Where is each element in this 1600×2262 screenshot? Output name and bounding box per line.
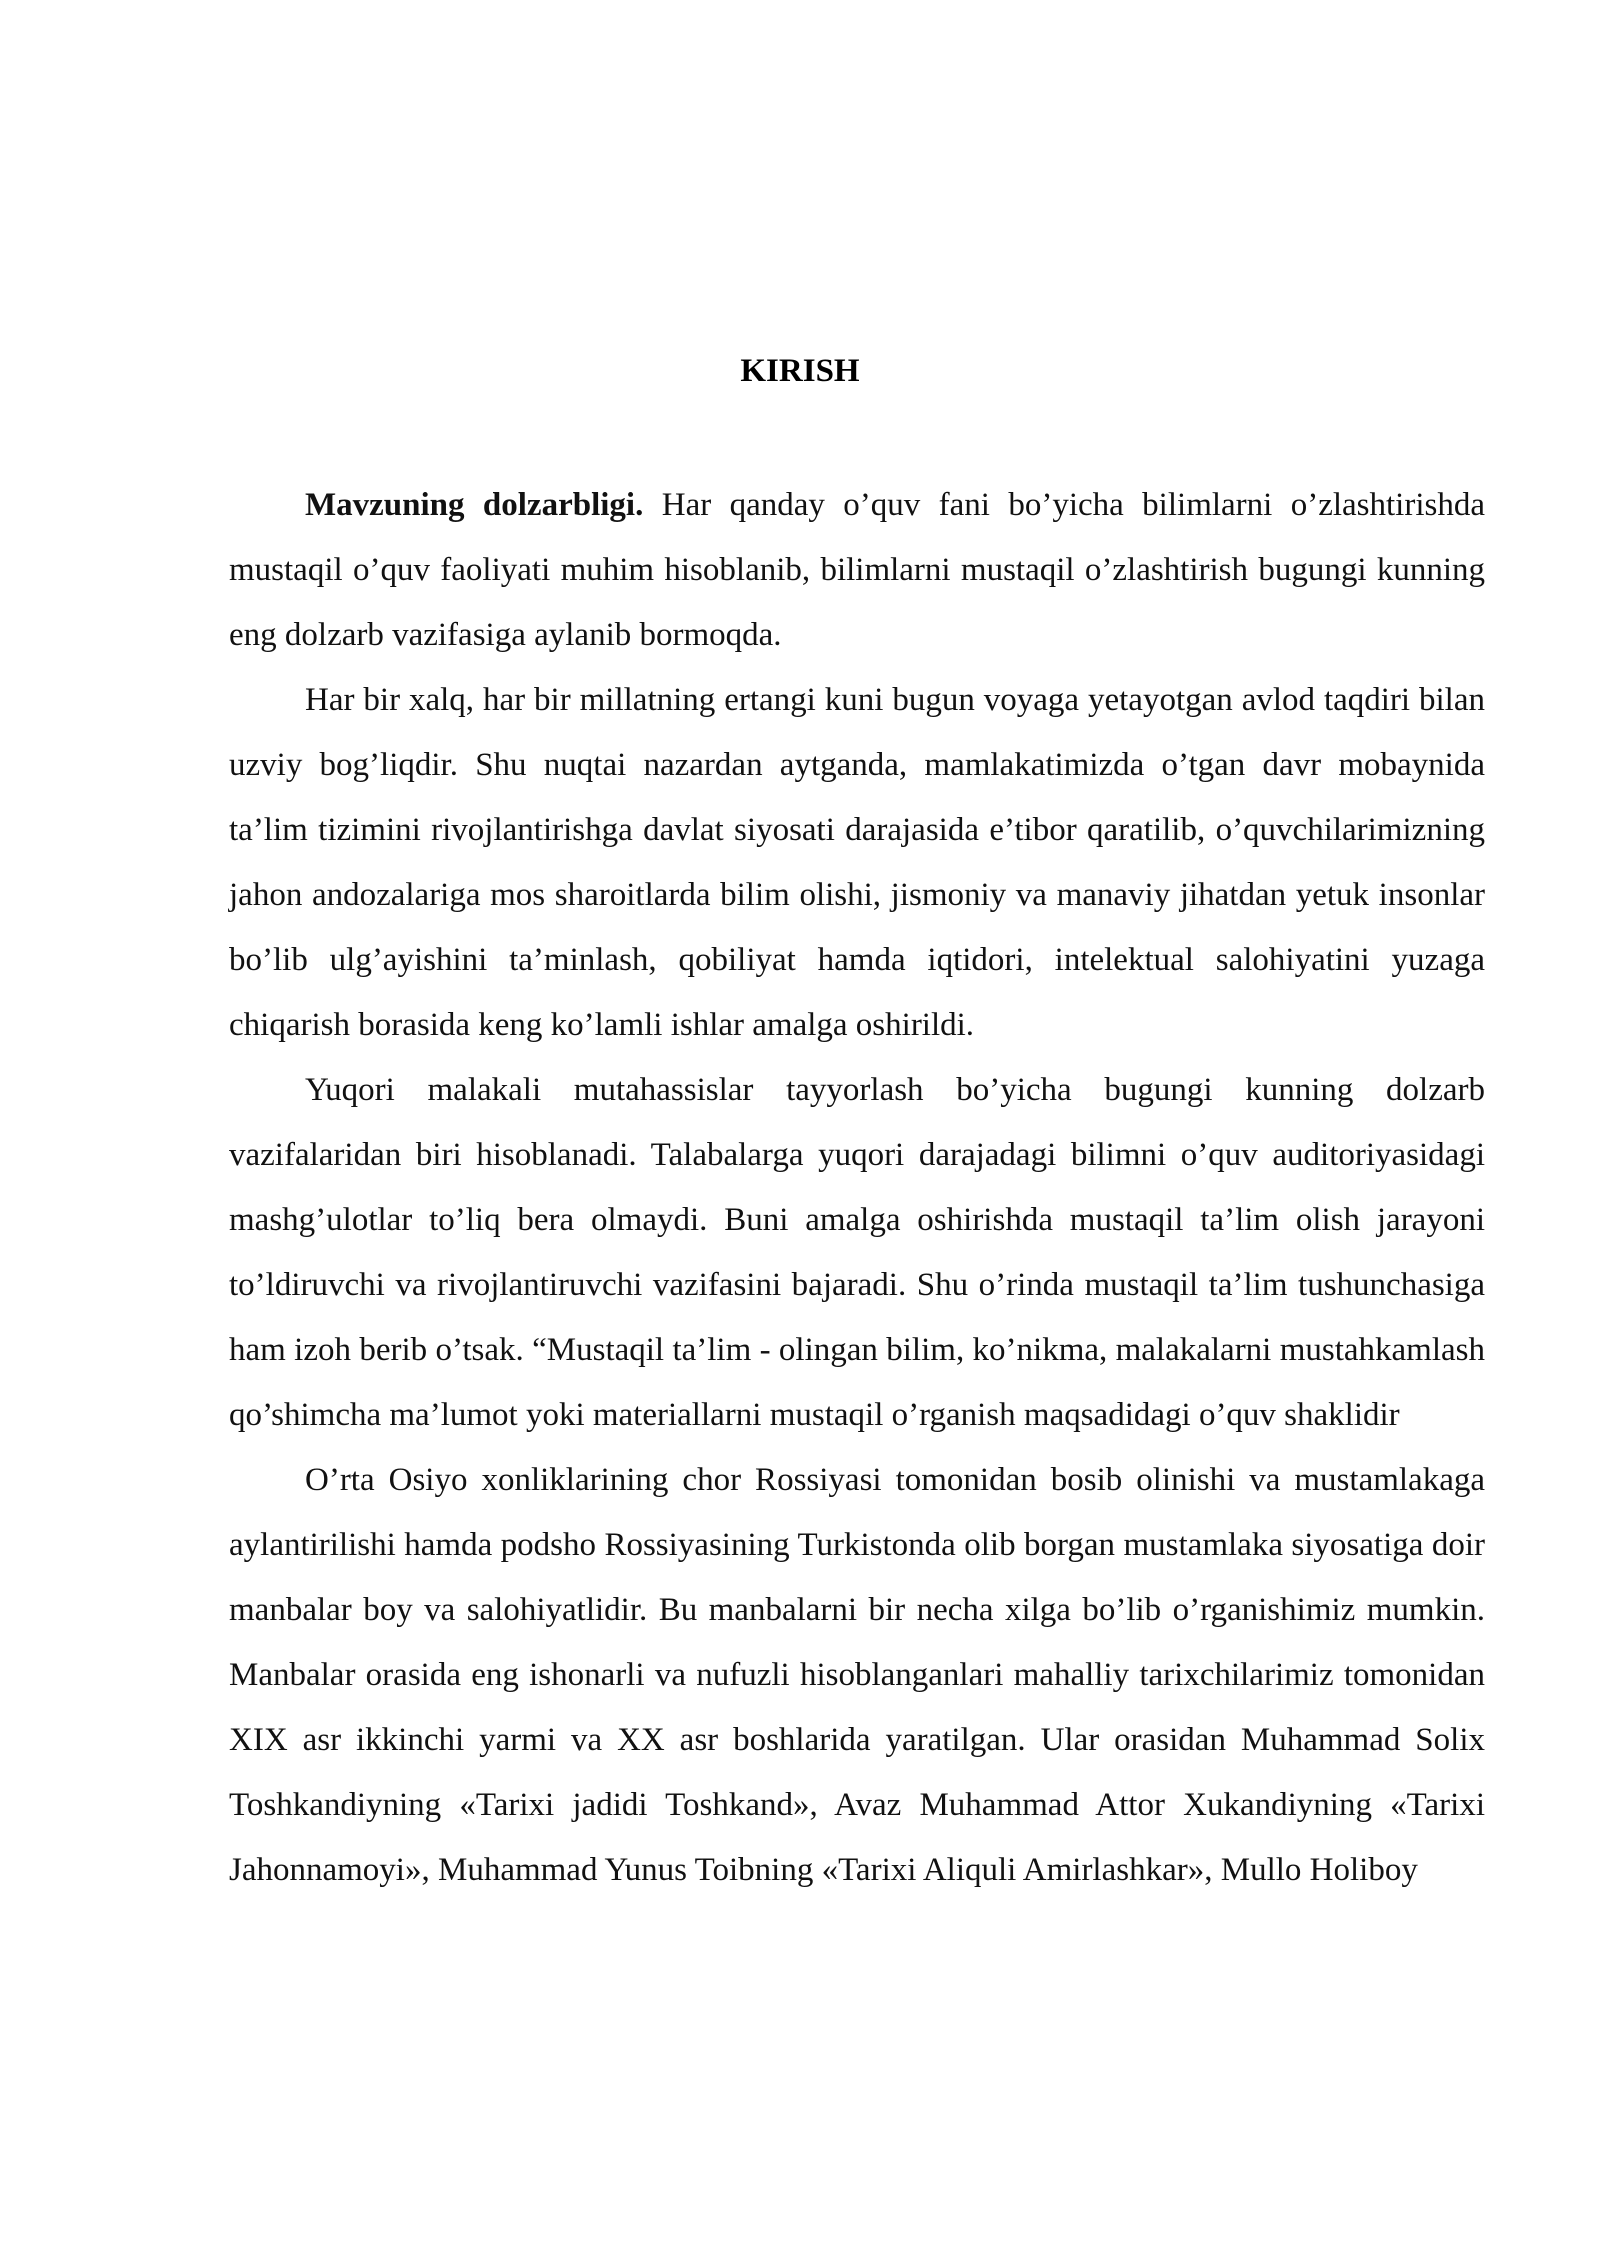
paragraph-lead-heading: Mavzuning dolzarbligi. <box>305 487 644 523</box>
paragraph: O’rta Osiyo xonliklarining chor Rossiyasi tomonidan bosib olinishi va mustamlakaga aylantirilishi hamda podsho Rossiyasining Turkistonda olib borgan mustamlaka siyosatiga doir manbalar boy va salohiyatlidir. Bu manbalarni bir necha xilga bo’lib o’rganishimiz mumkin. Manbalar orasida eng ishonarli va nufuzli hisoblanganlari mahalliy tarixchilarimiz tomonidan XIX asr ikkinchi yarmi va XX asr boshlarida yaratilgan. Ular orasidan Muhammad Solix Toshkandiyning «Tarixi jadidi Toshkand», Avaz Muhammad Attor Xukandiyning «Tarixi Jahonnamoyi», Muhammad Yunus Toibning «Tarixi Aliquli Amirlashkar», Mullo Holiboy <box>229 1462 1485 1888</box>
page-title: KIRISH <box>740 353 860 389</box>
paragraph: Yuqori malakali mutahassislar tayyorlash bo’yicha bugungi kunning dolzarb vazifalaridan biri hisoblanadi. Talabalarga yuqori darajadagi bilimni o’quv auditoriyasidagi mashg’ulotlar to’liq bera olmaydi. Buni amalga oshirishda mustaqil ta’lim olish jarayoni to’ldiruvchi va rivojlantiruvchi vazifasini bajaradi. Shu o’rinda mustaqil ta’lim tushunchasiga ham izoh berib o’tsak. “Mustaqil ta’lim - olingan bilim, ko’nikma, malakalarni mustahkamlash qo’shimcha ma’lumot yoki materiallarni mustaqil o’rganish maqsadidagi o’quv shaklidir <box>229 1072 1485 1433</box>
paragraph-text: Har qanday o’quv fani bo’yicha bilimlarni o’zlashtirishda mustaqil o’quv faoliyati muhim hisoblanib, bilimlarni mustaqil o’zlashtirish bugungi kunning eng dolzarb vazifasiga aylanib bormoqda. <box>229 487 1485 653</box>
document-body <box>229 473 1485 1903</box>
paragraph: Har bir xalq, har bir millatning ertangi kuni bugun voyaga yetayotgan avlod taqdiri bilan uzviy bog’liqdir. Shu nuqtai nazardan aytganda, mamlakatimizda o’tgan davr mobaynida ta’lim tizimini rivojlantirishga davlat siyosati darajasida e’tibor qaratilib, o’quvchilarimizning jahon andozalariga mos sharoitlarda bilim olishi, jismoniy va manaviy jihatdan yetuk insonlar bo’lib ulg’ayishini ta’minlash, qobiliyat hamda iqtidori, intelektual salohiyatini yuzaga chiqarish borasida keng ko’lamli ishlar amalga oshirildi. <box>229 682 1485 1043</box>
paragraph-relevance <box>229 473 1485 668</box>
